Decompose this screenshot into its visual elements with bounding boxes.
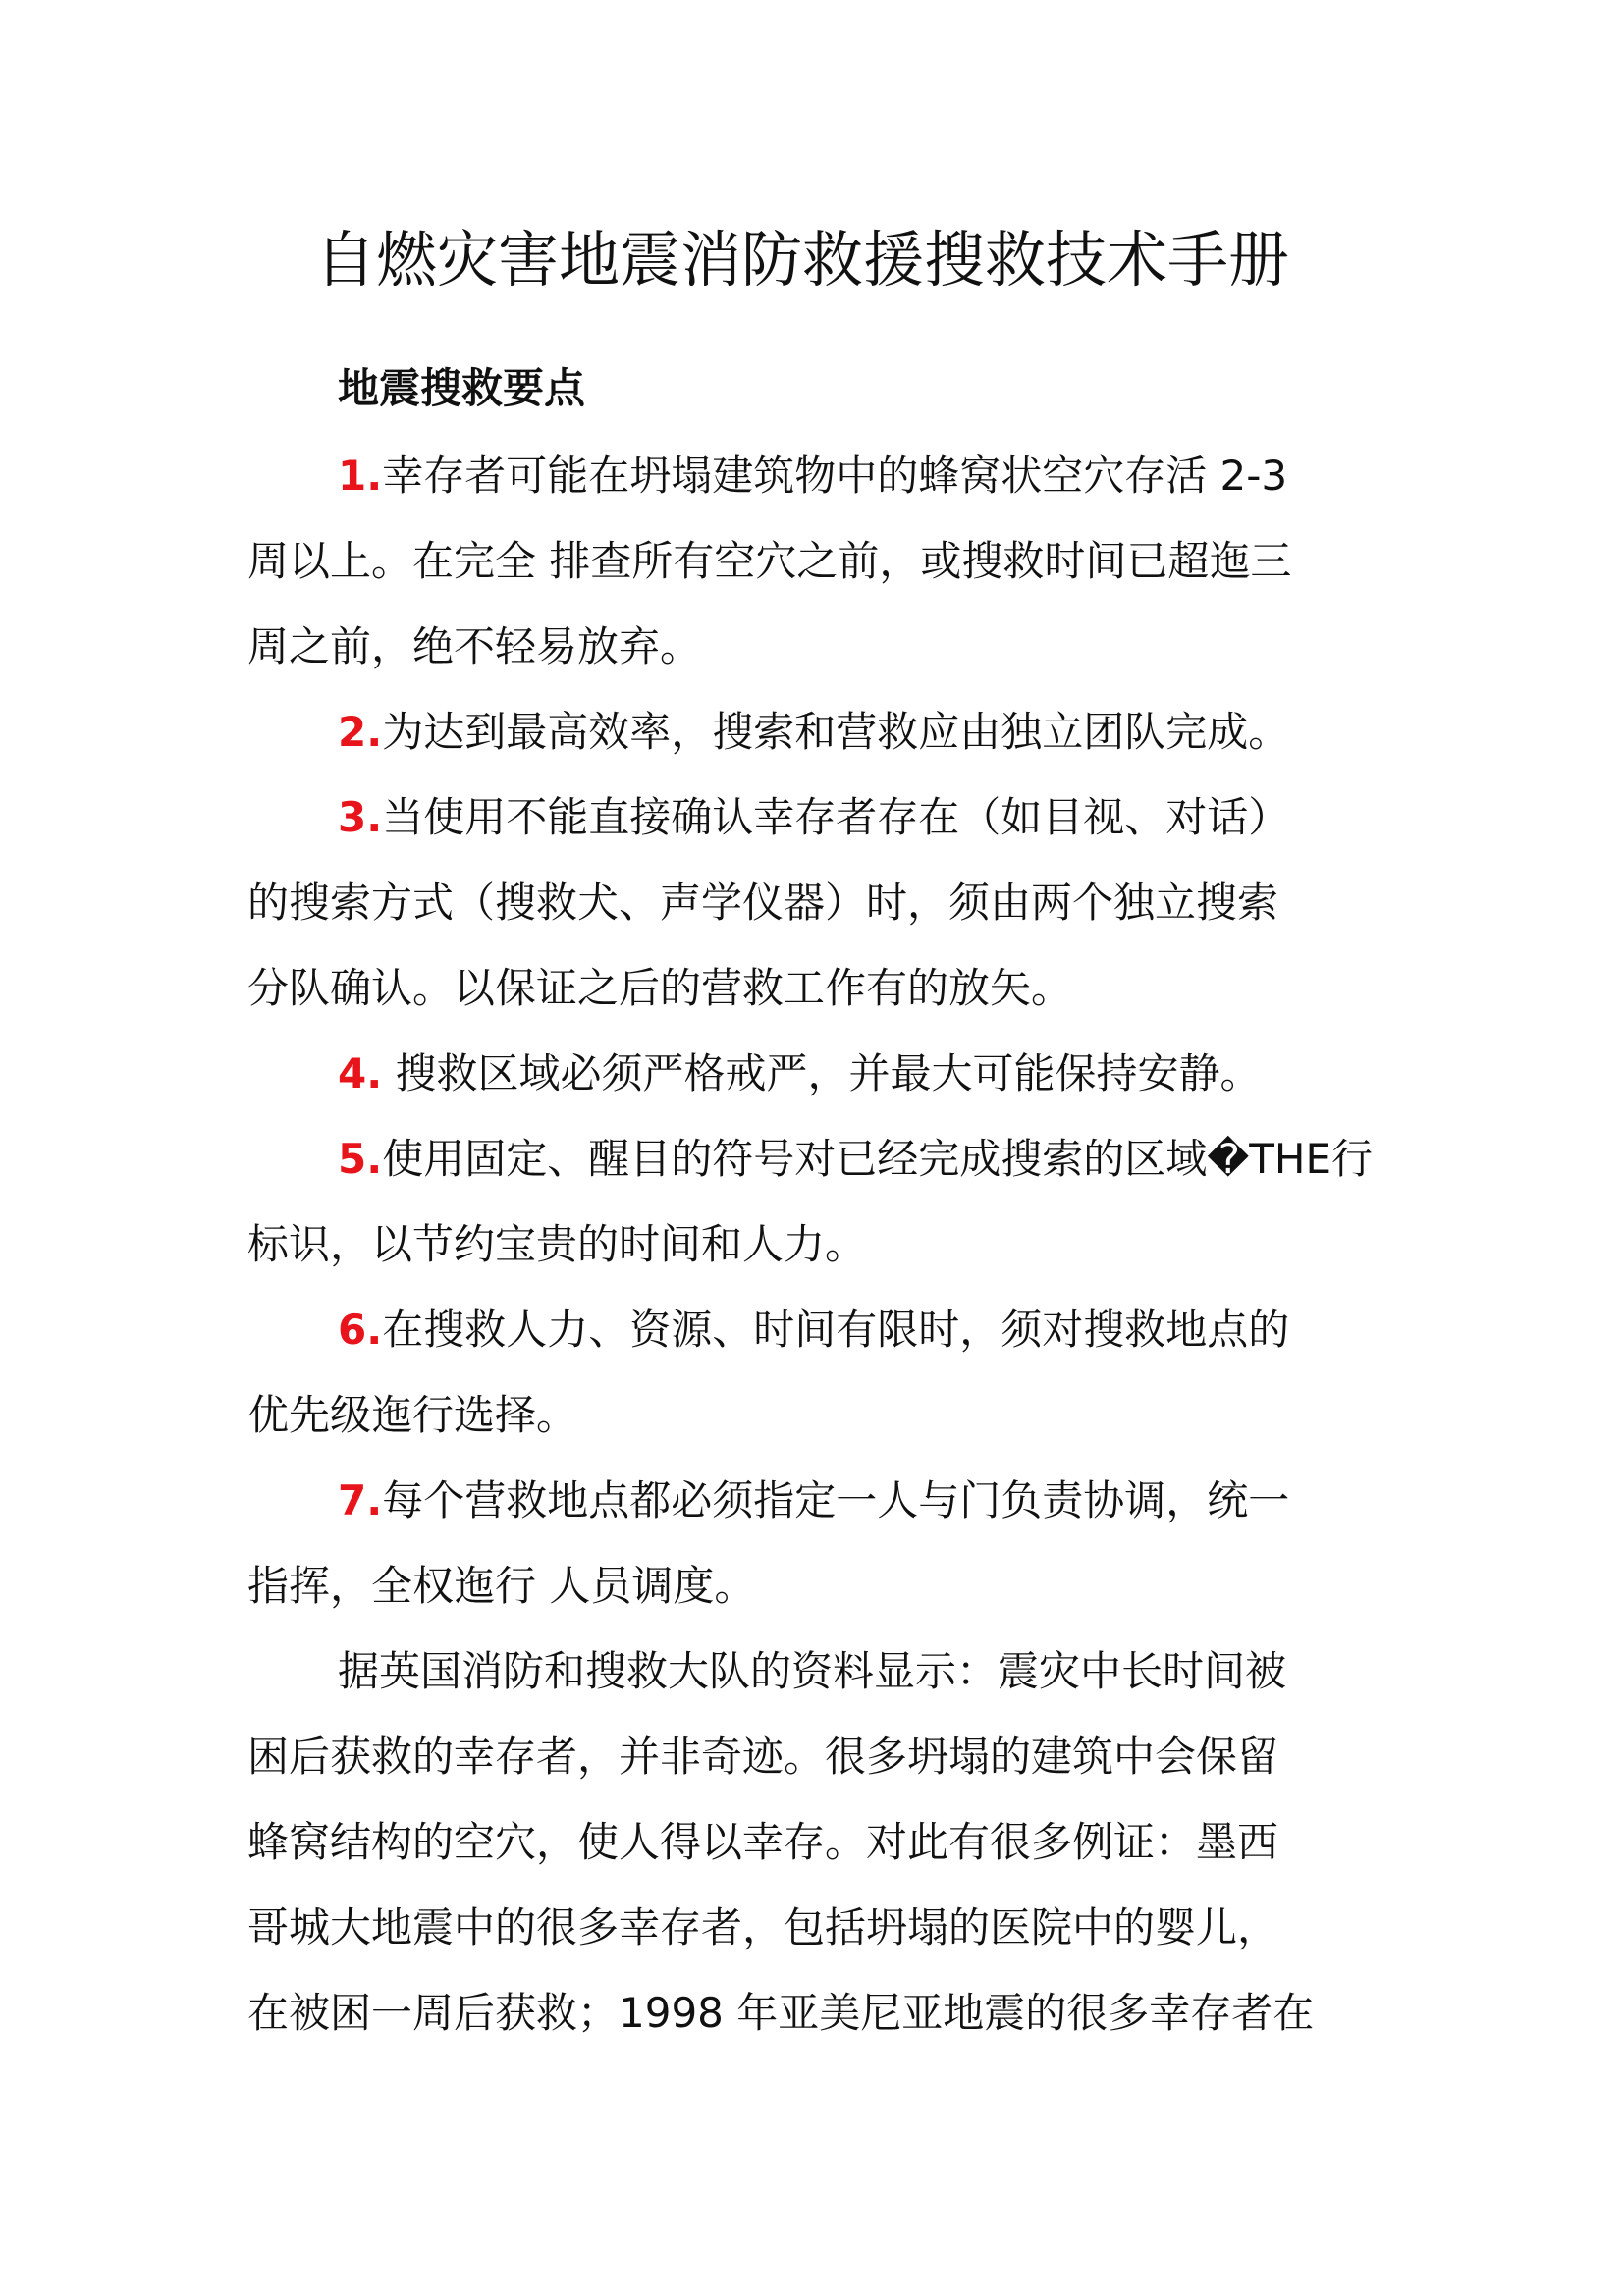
item-text: 每个营救地点都必须指定一人与门负责协调，统一	[382, 1476, 1290, 1524]
paragraph-line: 蜂窝结构的空穴，使人得以幸存。对此有很多例证：墨西	[247, 1818, 1279, 1866]
item-text: 幸存者可能在坍塌建筑物中的蜂窝状空穴存活 2-3	[382, 452, 1288, 500]
item-text-continued: 优先级迤行选择。	[247, 1391, 578, 1439]
paragraph-line: 据英国消防和搜救大队的资料显示：震灾中长时间被	[338, 1647, 1287, 1695]
item-text-continued: 周之前，绝不轻易放弃。	[247, 622, 702, 670]
list-item-5	[338, 1130, 1373, 1189]
list-item-4	[338, 1044, 1262, 1103]
paragraph-line: 困后获救的幸存者，并非奇迹。很多坍塌的建筑中会保留	[247, 1733, 1279, 1781]
paragraph-line: 在被困一周后获救；1998 年亚美尼亚地震的很多幸存者在	[247, 1989, 1315, 2037]
item-text: 使用固定、醒目的符号对已经完成搜索的区域�THE行	[382, 1135, 1374, 1183]
item-number: 4.	[338, 1049, 383, 1097]
item-number: 7.	[338, 1476, 383, 1524]
item-number: 5.	[338, 1135, 383, 1183]
item-number: 2.	[338, 708, 383, 756]
item-text-continued: 的搜索方式（搜救犬、声学仪器）时，须由两个独立搜索	[247, 879, 1279, 927]
item-text-continued: 分队确认。以保证之后的营救工作有的放矢。	[247, 964, 1073, 1012]
list-item-7	[338, 1471, 1289, 1530]
item-number: 1.	[338, 452, 383, 500]
list-item-2	[338, 703, 1289, 762]
paragraph-line: 哥城大地震中的很多幸存者，包括坍塌的医院中的婴儿，	[247, 1903, 1279, 1951]
item-text: 在搜救人力、资源、时间有限时，须对搜救地点的	[382, 1306, 1290, 1354]
section-heading: 地震搜救要点	[338, 364, 586, 412]
document-title: 自燃灾害地震消防救援搜救技术手册	[314, 224, 1289, 295]
item-text-continued: 周以上。在完全 排查所有空穴之前，或搜救时间已超迤三	[247, 537, 1292, 585]
item-number: 6.	[338, 1306, 383, 1354]
list-item-6	[338, 1301, 1289, 1360]
item-text-continued: 标识，以节约宝贵的时间和人力。	[247, 1220, 867, 1268]
list-item-3	[338, 788, 1289, 847]
list-item-1	[338, 447, 1287, 506]
item-text: 搜救区域必须严格戒严，并最大可能保持安静。	[382, 1049, 1262, 1097]
item-text-continued: 指挥，全权迤行 人员调度。	[247, 1562, 756, 1610]
item-number: 3.	[338, 793, 383, 841]
item-text: 为达到最高效率，搜索和营救应由独立团队完成。	[382, 708, 1290, 756]
item-text: 当使用不能直接确认幸存者存在（如目视、对话）	[382, 793, 1290, 841]
